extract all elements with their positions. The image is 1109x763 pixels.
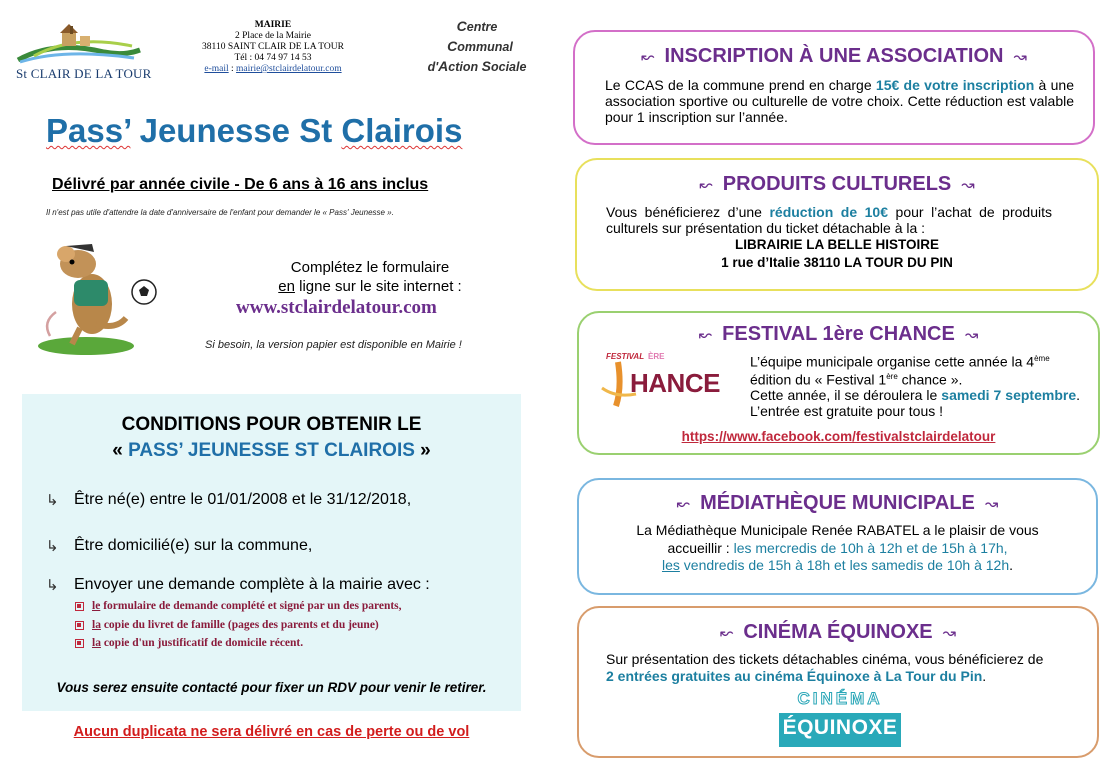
town-logo-text: St CLAIR DE LA TOUR [16, 66, 152, 81]
town-logo [14, 20, 144, 66]
condition-item: ↳ Envoyer une demande complète à la mairie avec : [46, 576, 430, 594]
mediatheque-line2: accueillir : les mercredis de 10h à 12h et de 15h à 17h, [667, 540, 1008, 556]
arrow-icon: ↳ [46, 577, 59, 594]
festival-chance-logo [596, 352, 732, 410]
bookstore-address: 1 rue d’Italie 38110 LA TOUR DU PIN [721, 255, 953, 270]
logo-small-text: FESTIVAL [606, 352, 645, 361]
required-document-item: la copie du livret de famille (pages des parents et du jeune) [75, 619, 379, 631]
cinema-title: ↜ CINÉMA ÉQUINOXE ↝ [719, 621, 957, 643]
deco-arrow-icon: ↜ [676, 496, 691, 513]
checkbox-icon [75, 639, 84, 648]
festival-line1: L’équipe municipale organise cette année la 4ème [750, 353, 1050, 370]
cultural-products-title: ↜ PRODUITS CULTURELS ↝ [699, 173, 975, 195]
arrow-icon: ↳ [46, 538, 59, 555]
festival-title: ↜ FESTIVAL 1ère CHANCE ↝ [698, 323, 979, 345]
deco-arrow-icon: ↝ [984, 496, 999, 513]
condition-item: ↳ Être domicilié(e) sur la commune, [46, 537, 313, 555]
mairie-email-line: e-mail : mairie@stclairdelatour.com [204, 64, 342, 74]
mairie-address-line2: 38110 SAINT CLAIR DE LA TOUR [202, 42, 344, 52]
condition-item: ↳ Être né(e) entre le 01/01/2008 et le 31/12/2018, [46, 491, 412, 509]
no-duplicate-warning: Aucun duplicata ne sera délivré en cas de perte ou de vol [73, 724, 470, 740]
deco-arrow-icon: ↝ [964, 327, 979, 344]
deco-arrow-icon: ↜ [698, 327, 713, 344]
checkbox-icon [75, 621, 84, 630]
cultural-products-text: Vous bénéficierez d’une réduction de 10€ pour l’achat de produits culturels sur présentation du ticket détachable à la : [606, 204, 1052, 236]
deco-arrow-icon: ↝ [961, 177, 975, 194]
website-link[interactable]: www.stclairdelatour.com [236, 297, 437, 318]
logo-ere-text: ÈRE [648, 352, 665, 361]
mediatheque-title: ↜ MÉDIATHÈQUE MUNICIPALE ↝ [676, 492, 999, 514]
birthday-note: Il n'est pas utile d'attendre la date d'anniversaire de l'enfant pour demander le « Pass' Jeunesse ». [46, 208, 394, 217]
form-line1: Complétez le formulaire [290, 259, 450, 276]
mairie-phone: Tél : 04 74 97 14 53 [234, 53, 312, 63]
eligibility-subtitle: Délivré par année civile - De 6 ans à 16 ans inclus [52, 176, 429, 193]
association-title: ↜ INSCRIPTION À UNE ASSOCIATION ↝ [641, 45, 1027, 67]
ccas-block [412, 17, 542, 77]
cinema-logo-bottom-text: ÉQUINOXE [782, 716, 898, 739]
logo-main-text: HANCE [630, 368, 720, 398]
paper-version-note: Si besoin, la version papier est disponible en Mairie ! [205, 339, 462, 351]
mairie-contact-block [190, 20, 356, 75]
email-label: e-mail [204, 64, 229, 74]
mediatheque-line3: les vendredis de 15h à 18h et les samedis de 10h à 12h. [661, 557, 1014, 573]
deco-arrow-icon: ↜ [641, 49, 655, 66]
mairie-email-link[interactable]: mairie@stclairdelatour.com [236, 64, 342, 74]
arrow-icon: ↳ [46, 492, 59, 509]
deco-arrow-icon: ↝ [942, 625, 957, 642]
festival-line3: Cette année, il se déroulera le samedi 7 septembre. L’entrée est gratuite pour tous ! [750, 387, 1080, 419]
cinema-line1: Sur présentation des tickets détachables cinéma, vous bénéficierez de [606, 651, 1044, 667]
appointment-note: Vous serez ensuite contacté pour fixer un RDV pour venir le retirer. [56, 680, 487, 695]
deco-arrow-icon: ↜ [719, 625, 734, 642]
festival-line2: édition du « Festival 1ère chance ». [750, 371, 963, 388]
festival-facebook-link[interactable]: https://www.facebook.com/festivalstclairdelatour [681, 429, 996, 444]
checkbox-icon [75, 602, 84, 611]
cinema-logo-top-text: CINÉMA [797, 689, 883, 708]
conditions-pass-name: « PASS’ JEUNESSE ST CLAIROIS » [112, 440, 431, 461]
bookstore-name: LIBRAIRIE LA BELLE HISTOIRE [734, 237, 939, 252]
ccas-line2: Communal [447, 38, 513, 54]
form-line2: en ligne sur le site internet : [278, 278, 462, 295]
festival-link-row [577, 429, 1100, 445]
mouse-mascot-illustration [36, 232, 166, 358]
online-form-instruction [230, 258, 510, 296]
mairie-title: MAIRIE [254, 20, 292, 30]
required-document-item: la copie d'un justificatif de domicile récent. [75, 637, 303, 649]
required-document-item: le formulaire de demande complété et signé par un des parents, [75, 600, 402, 612]
association-text: Le CCAS de la commune prend en charge 15€ de votre inscription à une association sportive ou culturelle de votre choix. Cette réduction est valable pour 1 inscription sur l’année. [605, 77, 1074, 125]
page-title: Pass’ Jeunesse St Clairois [46, 112, 463, 149]
ccas-line1: Centre [456, 18, 498, 34]
mairie-address-line1: 2 Place de la Mairie [235, 31, 311, 41]
deco-arrow-icon: ↝ [1013, 49, 1027, 66]
ccas-line3: d'Action Sociale [427, 58, 527, 74]
conditions-title: CONDITIONS POUR OBTENIR LE [121, 414, 422, 435]
deco-arrow-icon: ↜ [699, 177, 713, 194]
mediatheque-line1: La Médiathèque Municipale Renée RABATEL a le plaisir de vous [636, 522, 1039, 538]
cinema-line2: 2 entrées gratuites au cinéma Équinoxe à La Tour du Pin. [606, 668, 987, 684]
cinema-equinoxe-logo [779, 689, 901, 747]
